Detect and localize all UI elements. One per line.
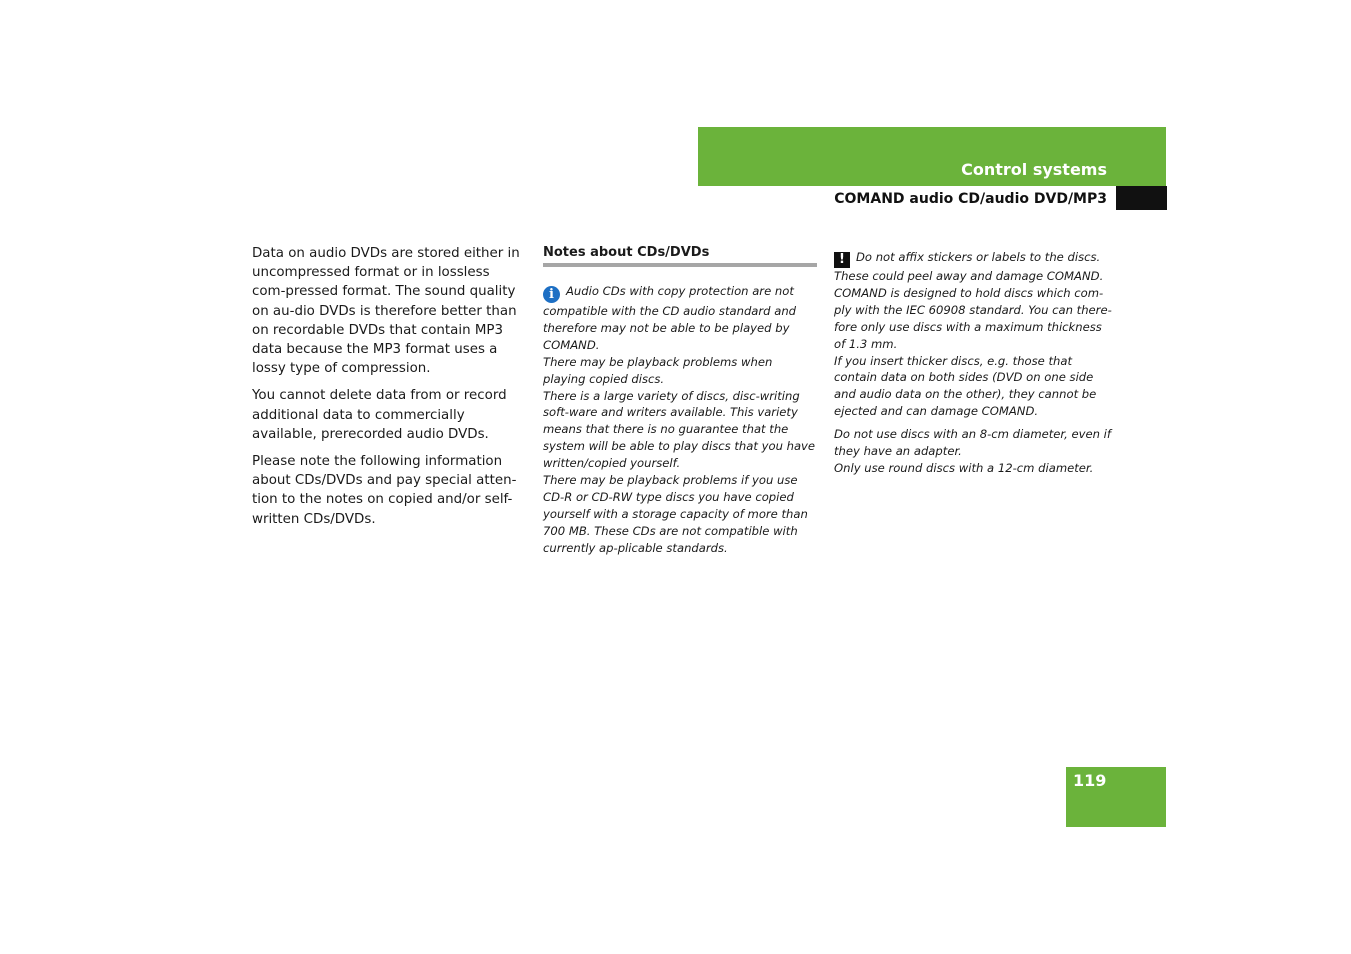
warning-note-line: If you insert thicker discs, e.g. those that contain data on both sides (DVD on one side and audio data on the other), they cannot be ejected and can damage COMAND. (834, 353, 1097, 419)
warning-note-line: COMAND is designed to hold discs which com-ply with the IEC 60908 standard. You can there-fore only use discs with a maximum thickness of 1.3 mm. (834, 285, 1112, 351)
heading-rule (543, 263, 817, 267)
body-column-2 (543, 244, 817, 557)
info-icon: i (543, 286, 560, 303)
subsection-title: COMAND audio CD/audio DVD/MP3 (834, 191, 1107, 207)
notes-heading: Notes about CDs/DVDs (543, 245, 710, 260)
section-tab-marker (1116, 186, 1167, 210)
info-note-line: There is a large variety of discs, disc-writing soft-ware and writers available. This variety means that there is no guarantee that the system will be able to play discs that you have written/copied yourself. (543, 388, 816, 471)
body-column-3 (834, 249, 1112, 477)
section-title: Control systems (961, 160, 1107, 179)
info-note-line (543, 283, 817, 354)
note-text: Audio CDs with copy protection are not compatible with the CD audio standard and therefore may not be able to be played by COMAND. (543, 284, 797, 352)
body-column-1 (252, 244, 527, 537)
info-note-line: There may be playback problems when playing copied discs. (543, 354, 773, 386)
page-number: 119 (1073, 771, 1107, 790)
info-note-line: There may be playback problems if you use CD-R or CD-RW type discs you have copied yourself with a storage capacity of more than 700 MB. These CDs are not compatible with currently ap-plicable standards. (543, 473, 808, 555)
warning-note-line (834, 249, 1112, 285)
warning-note (834, 249, 1112, 477)
warning-note-line: Do not use discs with an 8-cm diameter, even if they have an adapter. (834, 427, 1111, 459)
warning-icon: ! (834, 252, 850, 268)
paragraph: Please note the following information about CDs/DVDs and pay special atten-tion to the notes on copied and/or self-written CDs/DVDs. (252, 454, 517, 527)
paragraph: Data on audio DVDs are stored either in uncompressed format or in lossless com-pressed format. The sound quality on au-dio DVDs is therefore better than on recordable DVDs that contain MP3 data because the MP3 format uses a lossy type of compression. (252, 246, 520, 377)
page-number-box (1066, 767, 1166, 827)
paragraph: You cannot delete data from or record additional data to commercially available, prerecorded audio DVDs. (252, 388, 507, 442)
note-text: Do not affix stickers or labels to the discs. These could peel away and damage COMAND. (834, 250, 1104, 283)
info-note (543, 283, 817, 557)
warning-note-line: Only use round discs with a 12-cm diameter. (834, 460, 1094, 475)
